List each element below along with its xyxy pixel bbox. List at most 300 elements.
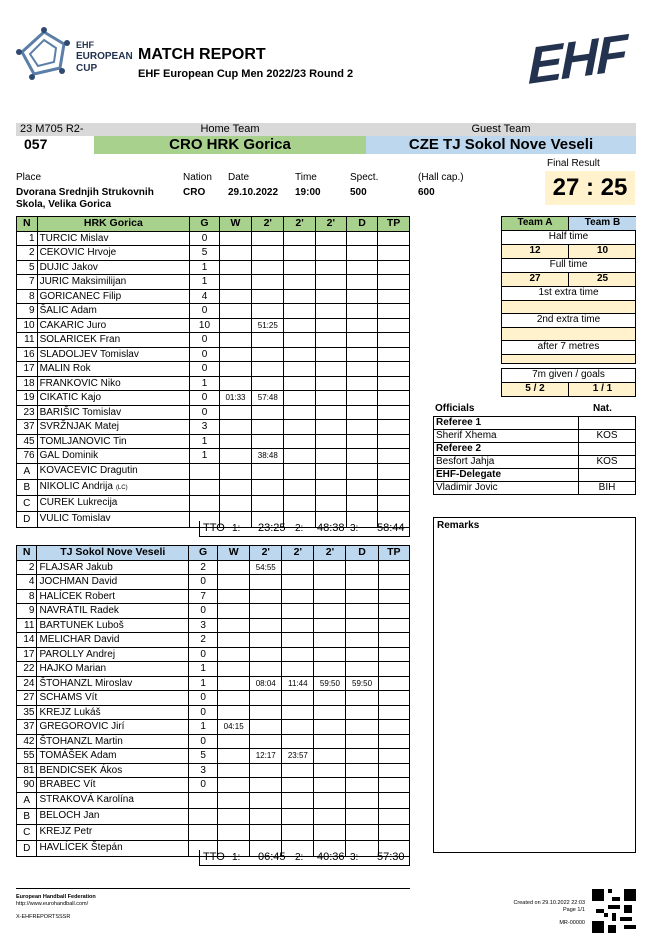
home-player-n: 16 [17,347,38,362]
guest-player-g: 1 [189,676,218,691]
guest-player-w [218,705,250,720]
remarks-box [433,517,636,853]
guest-player-g: 2 [189,633,218,648]
place-label: Place [16,172,42,183]
home-player-t1: 51:25 [252,318,284,333]
guest-player-tp [378,720,409,735]
guest-player-t2 [282,618,314,633]
guest-col-header: G [189,546,218,561]
home-player-w [219,246,251,261]
footer-divider [16,888,410,889]
home-player-t1 [252,260,284,275]
footer-mr: MR-00000 [559,920,585,926]
guest-player-tp [378,691,409,706]
guest-player-d [346,560,378,575]
half-time-label: Half time [502,231,635,245]
home-official-row [17,495,410,511]
home-player-w [219,420,251,435]
guest-player-t3 [314,618,346,633]
guest-player-row [17,589,410,604]
home-player-row [17,260,410,275]
guest-player-t3 [314,691,346,706]
guest-player-tp [378,633,409,648]
home-official-cell [190,463,220,479]
home-player-n: 9 [17,304,38,319]
home-player-t2 [284,275,315,290]
guest-player-t2 [282,662,314,677]
place-line2: Skola, Velika Gorica [16,199,112,210]
home-official-name-text: KOVACEVIC Dragutin [39,464,138,476]
guest-player-t1 [250,575,282,590]
home-player-tp [378,289,410,304]
guest-player-t2 [282,575,314,590]
guest-tto-v1: 06:45 [258,851,286,863]
home-player-g: 1 [190,260,220,275]
home-player-t3 [315,449,346,464]
guest-player-g: 5 [189,749,218,764]
home-tto-v3: 58:44 [377,522,405,534]
home-player-t1 [252,289,284,304]
home-player-tp [378,420,410,435]
home-player-d [346,260,377,275]
delegate-nat: BIH [579,482,636,495]
guest-player-t1 [250,734,282,749]
guest-player-n: 14 [17,633,37,648]
home-official-cell [219,495,251,511]
home-player-d [346,246,377,261]
guest-player-name: HAJKO Marian [37,662,189,677]
guest-official-name-text: HAVLÍCEK Štepán [39,841,123,853]
guest-player-d [346,720,378,735]
home-col-header: 2' [315,217,346,232]
guest-player-n: 11 [17,618,37,633]
home-player-tp [378,260,410,275]
home-player-row [17,318,410,333]
home-official-cell [378,479,410,495]
home-player-name: JURIC Maksimilijan [37,275,190,290]
first-extra-time-score [502,301,635,314]
home-player-tp [378,275,410,290]
guest-player-n: 17 [17,647,37,662]
guest-official-cell [378,824,409,840]
guest-player-d [346,575,378,590]
guest-player-name: BARTUNEK Luboš [37,618,189,633]
half-time-b: 10 [596,245,609,256]
guest-player-g: 2 [189,560,218,575]
half-time-a: 12 [502,245,569,258]
footer-doc-id: X-EHFREPORTSSSR [16,914,71,920]
home-official-cell [346,463,377,479]
home-tto [199,521,410,537]
home-tto-v2: 48:38 [317,522,345,534]
home-official-letter: D [17,511,38,527]
footer-page: Page 1/1 [562,907,585,913]
guest-player-tp [378,778,409,793]
guest-player-name: GREGOROVIC Jirí [37,720,189,735]
home-player-g: 1 [190,449,220,464]
home-col-header: 2' [252,217,284,232]
home-player-t2 [284,289,315,304]
home-player-w: 01:33 [219,391,251,406]
guest-player-g: 0 [189,691,218,706]
officials-table [433,416,636,495]
guest-official-name-text: BELOCH Jan [39,809,100,821]
guest-player-g: 0 [189,604,218,619]
guest-player-n: 42 [17,734,37,749]
guest-col-header: N [17,546,37,561]
guest-player-g: 1 [189,720,218,735]
guest-player-n: 37 [17,720,37,735]
home-player-t3 [315,246,346,261]
guest-player-t2: 11:44 [282,676,314,691]
home-label: Home Team [94,123,366,136]
guest-player-t1 [250,763,282,778]
home-player-g: 0 [190,391,220,406]
guest-official-cell [314,792,346,808]
guest-player-row [17,676,410,691]
qr-code-icon [592,889,636,933]
home-player-t3 [315,275,346,290]
date-label: Date [228,172,250,183]
guest-player-row [17,618,410,633]
seven-metre-panel [501,368,636,397]
home-official-row [17,479,410,495]
guest-player-n: 55 [17,749,37,764]
guest-official-cell [189,792,218,808]
home-col-header: G [190,217,220,232]
home-col-header: W [219,217,251,232]
guest-player-name: JOCHMAN David [37,575,189,590]
home-player-w [219,318,251,333]
guest-col-header: W [218,546,250,561]
home-official-cell [315,479,346,495]
home-player-t3 [315,434,346,449]
home-player-name: SVRŽNJAK Matej [37,420,190,435]
home-player-w [219,449,251,464]
home-player-g: 1 [190,434,220,449]
home-col-header: N [17,217,38,232]
guest-official-cell [218,824,250,840]
guest-player-row [17,604,410,619]
home-player-d [346,391,377,406]
star-logo-icon [14,26,74,84]
guest-player-row [17,734,410,749]
home-official-cell [378,495,410,511]
guest-official-cell [250,792,282,808]
after-7m-score [502,355,635,363]
guest-player-n: 81 [17,763,37,778]
guest-player-d [346,705,378,720]
guest-player-n: 24 [17,676,37,691]
home-player-name: FRANKOVIC Niko [37,376,190,391]
guest-player-t1 [250,720,282,735]
home-player-row [17,275,410,290]
home-official-cell [219,479,251,495]
home-player-t2 [284,391,315,406]
guest-player-t3 [314,778,346,793]
home-player-t2 [284,347,315,362]
home-official-letter: C [17,495,38,511]
home-player-row [17,289,410,304]
home-player-t1 [252,376,284,391]
second-extra-time-label: 2nd extra time [502,314,635,328]
home-player-tp [378,246,410,261]
guest-official-letter: A [17,792,37,808]
guest-player-d [346,633,378,648]
home-player-n: 5 [17,260,38,275]
home-player-g: 3 [190,420,220,435]
second-extra-time-score [502,328,635,341]
guest-table-header [17,546,410,561]
guest-tto-l3: 3: [350,852,359,863]
final-result-label: Final Result [547,158,600,169]
guest-official-cell [282,792,314,808]
home-player-row [17,391,410,406]
team-a-label: Team A [502,217,569,230]
after-7m-label: after 7 metres [502,341,635,355]
home-player-t2 [284,304,315,319]
home-player-w [219,362,251,377]
home-player-g: 0 [190,304,220,319]
home-player-row [17,449,410,464]
guest-player-t1 [250,662,282,677]
home-player-row [17,362,410,377]
home-player-t1 [252,434,284,449]
guest-player-t3 [314,604,346,619]
home-player-t1: 38:48 [252,449,284,464]
home-player-t3 [315,318,346,333]
guest-official-cell [346,824,378,840]
guest-player-row [17,720,410,735]
hall-cap-value: 600 [418,187,435,198]
guest-player-name: BENDICSEK Ákos [37,763,189,778]
guest-player-w [218,604,250,619]
guest-official-row [17,792,410,808]
home-player-w [219,304,251,319]
guest-tto-l1: 1: [232,852,241,863]
home-official-cell [252,495,284,511]
home-official-name [37,495,190,511]
guest-player-w [218,647,250,662]
home-player-t2 [284,405,315,420]
nation-value: CRO [183,187,206,198]
home-col-header: D [346,217,377,232]
guest-player-d [346,763,378,778]
footer-url[interactable]: http://www.eurohandball.com/ [16,901,89,907]
home-official-letter: B [17,479,38,495]
home-official-cell [378,463,410,479]
guest-player-g: 7 [189,589,218,604]
guest-player-t3 [314,589,346,604]
home-player-d [346,405,377,420]
guest-official-cell [346,792,378,808]
home-tto-label: TTO [203,522,225,534]
guest-official-cell [314,824,346,840]
guest-player-n: 35 [17,705,37,720]
guest-player-tp [378,662,409,677]
home-official-name [37,479,190,495]
guest-player-n: 90 [17,778,37,793]
spect-label: Spect. [350,172,379,183]
team-band [16,123,636,154]
guest-col-header: TP [378,546,409,561]
home-player-w [219,275,251,290]
guest-player-g: 0 [189,778,218,793]
home-player-d [346,449,377,464]
home-player-n: 1 [17,231,38,246]
home-player-d [346,434,377,449]
guest-player-tp [378,618,409,633]
home-player-g: 0 [190,347,220,362]
guest-player-name: ŠTOHANZL Martin [37,734,189,749]
referee2-label: Referee 2 [434,443,579,456]
guest-player-w [218,618,250,633]
logo-line2: CUP [76,63,98,74]
guest-player-w [218,662,250,677]
guest-player-t3: 59:50 [314,676,346,691]
home-player-name: CIKATIC Kajo [37,391,190,406]
guest-player-g: 0 [189,575,218,590]
home-player-n: 8 [17,289,38,304]
guest-player-t3 [314,662,346,677]
home-official-cell [190,495,220,511]
home-player-name: CAKARIC Juro [37,318,190,333]
guest-official-cell [378,808,409,824]
guest-col-header: 2' [282,546,314,561]
guest-official-row [17,824,410,840]
home-player-n: 18 [17,376,38,391]
home-player-d [346,333,377,348]
home-player-n: 17 [17,362,38,377]
home-official-cell [190,479,220,495]
guest-official-name-text: STRAKOVÁ Karolína [39,793,134,805]
guest-player-w: 04:15 [218,720,250,735]
guest-player-t3 [314,749,346,764]
guest-player-name: PAROLLY Andrej [37,647,189,662]
guest-player-t1: 12:17 [250,749,282,764]
guest-player-d [346,618,378,633]
guest-player-t1 [250,618,282,633]
guest-player-w [218,560,250,575]
home-player-d [346,231,377,246]
nation-label: Nation [183,172,212,183]
home-player-d [346,362,377,377]
home-official-cell [315,495,346,511]
home-player-w [219,376,251,391]
full-time-label: Full time [502,259,635,273]
guest-tto-label: TTO [203,851,225,863]
home-player-tp [378,376,410,391]
home-tto-l3: 3: [350,523,359,534]
home-player-name: ŠALIC Adam [37,304,190,319]
seven-metre-label: 7m given / goals [502,369,635,383]
home-player-row [17,347,410,362]
guest-player-row [17,778,410,793]
home-player-tp [378,391,410,406]
home-player-t1 [252,304,284,319]
home-official-tag: (LC) [115,484,128,491]
first-extra-time-label: 1st extra time [502,287,635,301]
home-player-g: 1 [190,275,220,290]
home-player-g: 0 [190,333,220,348]
footer-created: Created on 29.10.2022 22:03 [513,900,585,906]
guest-player-tp [378,575,409,590]
home-player-row [17,246,410,261]
home-player-t3 [315,391,346,406]
guest-player-tp [378,676,409,691]
home-player-d [346,304,377,319]
home-player-n: 76 [17,449,38,464]
guest-player-t2: 23:57 [282,749,314,764]
home-player-n: 11 [17,333,38,348]
home-player-t2 [284,362,315,377]
guest-player-n: 8 [17,589,37,604]
guest-player-t1 [250,705,282,720]
guest-player-w [218,633,250,648]
home-player-row [17,333,410,348]
home-player-name: TOMLJANOVIC Tin [37,434,190,449]
home-player-t2 [284,420,315,435]
guest-player-name: KREJZ Lukáš [37,705,189,720]
home-player-name: SOLARICEK Fran [37,333,190,348]
home-player-name: SLADOLJEV Tomislav [37,347,190,362]
time-value: 19:00 [295,187,321,198]
home-official-cell [252,463,284,479]
officials-title: Officials [435,403,475,414]
guest-official-cell [378,792,409,808]
place-line1: Dvorana Srednjih Strukovnih [16,187,154,198]
guest-player-row [17,763,410,778]
guest-player-g: 0 [189,705,218,720]
guest-player-d [346,778,378,793]
home-player-name: GORICANEC Filip [37,289,190,304]
home-player-t3 [315,405,346,420]
guest-player-t1 [250,691,282,706]
home-col-header: TP [378,217,410,232]
home-player-name: TURCIC Mislav [37,231,190,246]
home-official-cell [219,463,251,479]
home-official-row [17,463,410,479]
home-col-header: 2' [284,217,315,232]
guest-col-header: 2' [314,546,346,561]
nat-label: Nat. [593,403,612,414]
date-value: 29.10.2022 [228,187,279,198]
home-player-t1 [252,420,284,435]
home-player-row [17,405,410,420]
guest-player-row [17,575,410,590]
home-player-w [219,289,251,304]
home-player-row [17,376,410,391]
european-cup-logo [14,26,133,84]
guest-player-n: 2 [17,560,37,575]
guest-col-header: 2' [250,546,282,561]
home-player-t3 [315,333,346,348]
guest-col-header: D [346,546,378,561]
guest-player-tp [378,749,409,764]
ehf-logo: EHF [528,24,626,96]
guest-tto [199,850,410,866]
guest-player-t1: 08:04 [250,676,282,691]
guest-tto-v3: 57:30 [377,851,405,863]
guest-player-n: 9 [17,604,37,619]
home-player-n: 23 [17,405,38,420]
home-player-g: 0 [190,231,220,246]
home-tto-l2: 2: [295,523,304,534]
guest-player-tp [378,763,409,778]
delegate-label: EHF-Delegate [434,469,579,482]
guest-tto-l2: 2: [295,852,304,863]
remarks-label: Remarks [437,520,480,531]
